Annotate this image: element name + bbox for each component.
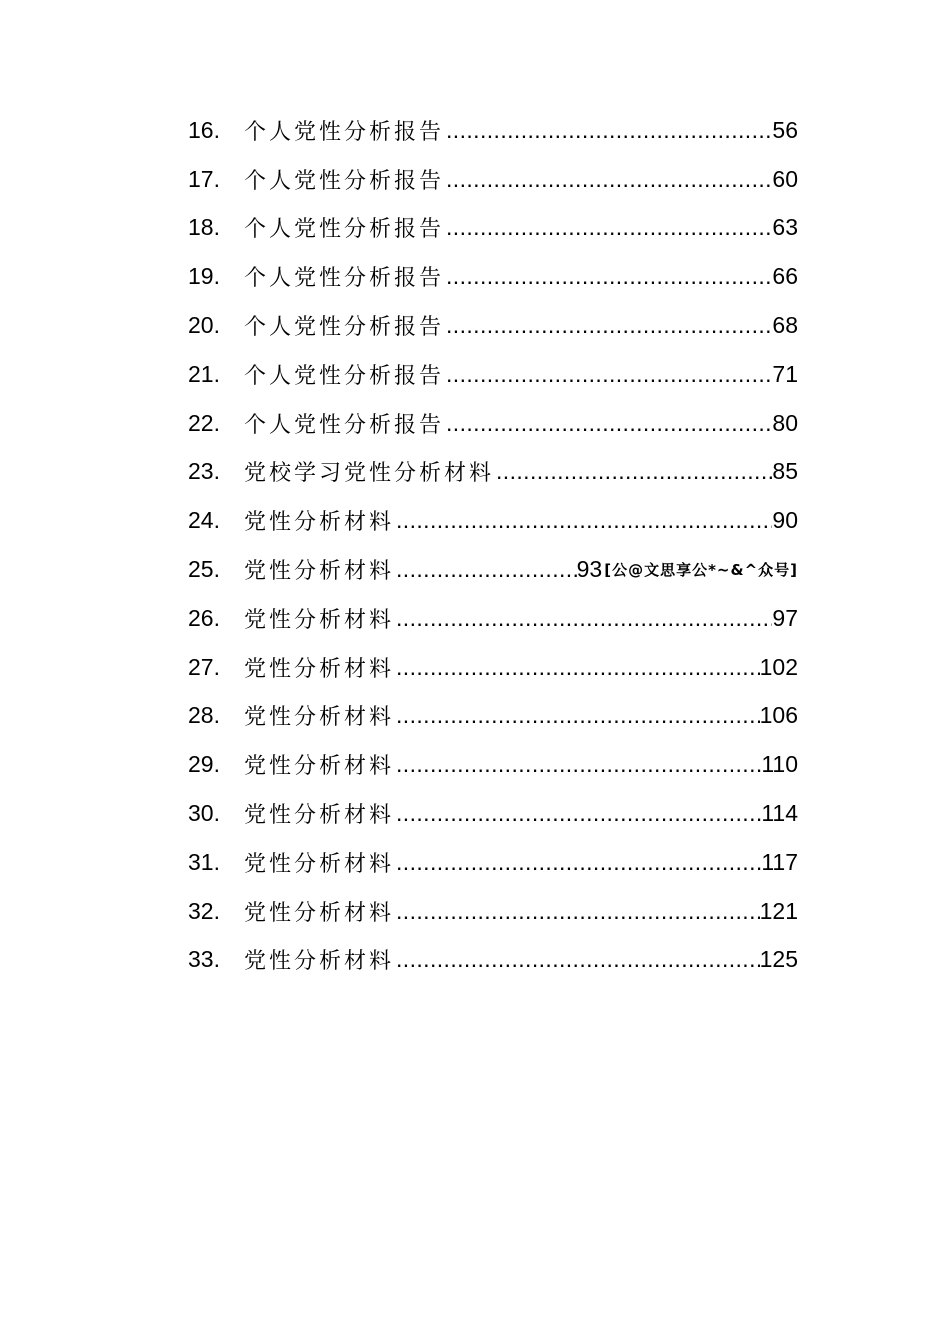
toc-entry-page: 93 [576, 556, 603, 583]
toc-dot-leader [446, 410, 772, 437]
toc-entry-number: 16. [188, 116, 220, 143]
toc-entry-number: 31. [188, 848, 220, 875]
toc-entry-title: 个人党性分析报告 [244, 266, 445, 292]
toc-entry-number: 23. [188, 458, 220, 485]
toc-entry-page: 114 [761, 800, 798, 827]
toc-dot-leader [446, 312, 772, 339]
toc-entry[interactable] [188, 594, 798, 643]
toc-entry[interactable] [188, 155, 798, 204]
toc-entry[interactable] [188, 252, 798, 301]
toc-entry-page: 60 [772, 165, 798, 192]
toc-entry-title: 党性分析材料 [244, 900, 395, 926]
toc-entry-title: 党性分析材料 [244, 705, 395, 731]
toc-entry-page: 66 [772, 263, 798, 290]
toc-entry-page: 110 [761, 751, 798, 778]
toc-entry-page: 80 [772, 409, 798, 436]
toc-entry[interactable] [188, 545, 798, 594]
toc-entry-page: 106 [759, 702, 798, 729]
toc-entry-title: 党性分析材料 [244, 754, 395, 780]
toc-entry-page: 121 [759, 897, 798, 924]
toc-entry[interactable] [188, 301, 798, 350]
toc-entry[interactable] [188, 692, 798, 741]
toc-entry[interactable] [188, 887, 798, 936]
toc-entry-number: 20. [188, 312, 220, 339]
toc-entry-title: 个人党性分析报告 [244, 412, 445, 438]
toc-entry[interactable] [188, 106, 798, 155]
toc-dot-leader [396, 702, 760, 729]
toc-dot-leader [446, 263, 772, 290]
toc-dot-leader [446, 166, 772, 193]
toc-entry-page: 102 [759, 653, 798, 680]
toc-dot-leader [446, 117, 772, 144]
toc-dot-leader [496, 458, 772, 485]
toc-entry-title: 党性分析材料 [244, 559, 395, 585]
toc-entry-page: 56 [772, 116, 798, 143]
toc-entry-title: 党校学习党性分析材料 [244, 461, 495, 487]
toc-entry-page: 90 [772, 507, 798, 534]
table-of-contents [188, 106, 798, 984]
toc-entry-annotation: [公@文思享公*~&^众号] [604, 561, 798, 580]
toc-entry-page: 68 [772, 312, 798, 339]
toc-entry-number: 28. [188, 702, 220, 729]
toc-dot-leader [396, 556, 577, 583]
toc-dot-leader [446, 361, 772, 388]
toc-entry-title: 个人党性分析报告 [244, 315, 445, 341]
toc-entry-title: 党性分析材料 [244, 510, 395, 536]
toc-entry-title: 个人党性分析报告 [244, 217, 445, 243]
toc-dot-leader [396, 800, 761, 827]
toc-entry[interactable] [188, 740, 798, 789]
toc-entry-title: 党性分析材料 [244, 803, 395, 829]
toc-entry-title: 个人党性分析报告 [244, 168, 445, 194]
toc-entry-title: 个人党性分析报告 [244, 363, 445, 389]
toc-dot-leader [396, 946, 760, 973]
toc-dot-leader [396, 751, 761, 778]
toc-entry-number: 24. [188, 507, 220, 534]
toc-entry-number: 26. [188, 604, 220, 631]
toc-entry-title: 党性分析材料 [244, 949, 395, 975]
toc-entry[interactable] [188, 448, 798, 497]
toc-entry[interactable] [188, 838, 798, 887]
toc-dot-leader [396, 898, 760, 925]
toc-entry-page: 85 [772, 458, 798, 485]
toc-entry-number: 32. [188, 897, 220, 924]
toc-entry-number: 19. [188, 263, 220, 290]
toc-entry-page: 97 [772, 604, 798, 631]
toc-entry-title: 党性分析材料 [244, 851, 395, 877]
toc-entry-number: 27. [188, 653, 220, 680]
toc-entry-page: 117 [761, 848, 798, 875]
toc-entry-number: 18. [188, 214, 220, 241]
toc-entry-number: 30. [188, 800, 220, 827]
toc-dot-leader [446, 214, 772, 241]
toc-entry[interactable] [188, 350, 798, 399]
toc-dot-leader [396, 507, 772, 534]
toc-entry[interactable] [188, 936, 798, 985]
toc-entry[interactable] [188, 399, 798, 448]
toc-entry[interactable] [188, 204, 798, 253]
toc-dot-leader [396, 654, 760, 681]
toc-entry-page: 63 [772, 214, 798, 241]
toc-entry-number: 25. [188, 556, 220, 583]
toc-entry-number: 17. [188, 165, 220, 192]
toc-entry-title: 党性分析材料 [244, 607, 395, 633]
toc-entry-title: 党性分析材料 [244, 656, 395, 682]
toc-dot-leader [396, 849, 761, 876]
toc-entry-number: 33. [188, 946, 220, 973]
toc-entry-number: 22. [188, 409, 220, 436]
toc-entry-page: 125 [759, 946, 798, 973]
toc-entry-number: 29. [188, 751, 220, 778]
toc-entry-page: 71 [772, 360, 798, 387]
toc-entry-number: 21. [188, 360, 220, 387]
toc-entry[interactable] [188, 643, 798, 692]
toc-dot-leader [396, 605, 772, 632]
toc-entry-title: 个人党性分析报告 [244, 119, 445, 145]
toc-entry[interactable] [188, 496, 798, 545]
toc-entry[interactable] [188, 789, 798, 838]
